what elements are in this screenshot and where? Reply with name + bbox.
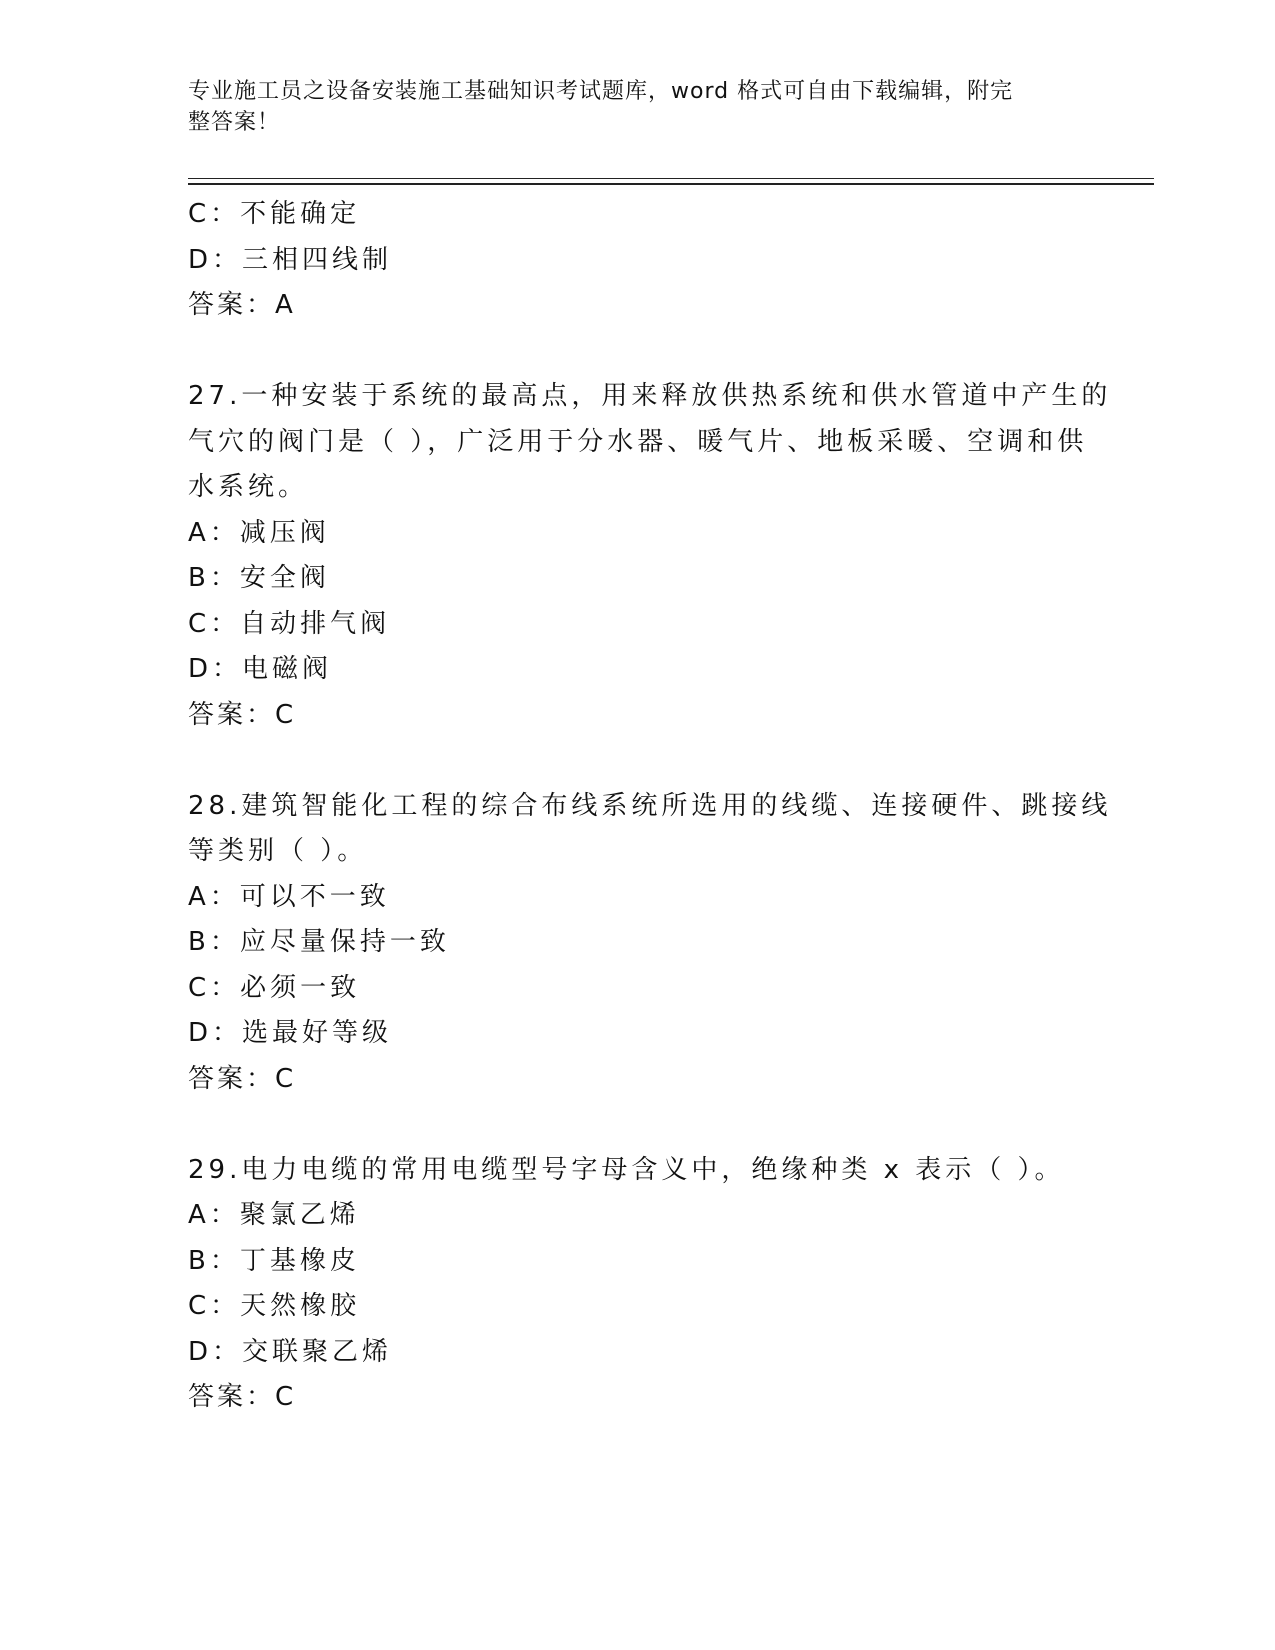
option-a: A：可以不一致	[188, 881, 390, 912]
header-line-1: 专业施工员之设备安装施工基础知识考试题库，word 格式可自由下载编辑，附完	[188, 79, 1014, 104]
document-header	[188, 76, 1068, 138]
option-c: C：必须一致	[188, 972, 361, 1003]
option-c: C：不能确定	[188, 199, 361, 229]
option-b: B：应尽量保持一致	[188, 927, 450, 957]
question-28	[188, 784, 1112, 1103]
option-d: D：交联聚乙烯	[188, 1336, 393, 1367]
answer: 答案：C	[188, 1063, 297, 1094]
option-b: B：丁基橡皮	[188, 1245, 360, 1276]
answer: 答案：A	[188, 290, 296, 320]
option-d: D：电磁阀	[188, 654, 333, 684]
option-c: C：自动排气阀	[188, 608, 391, 639]
header-line-2: 整答案！	[188, 110, 281, 135]
answer: 答案：C	[188, 1382, 297, 1412]
question-text-line: 水系统。	[188, 472, 309, 502]
question-text-line: 28.建筑智能化工程的综合布线系统所选用的线缆、连接硬件、跳接线	[188, 790, 1112, 821]
question-text-line: 27.一种安装于系统的最高点，用来释放供热系统和供水管道中产生的	[188, 381, 1112, 411]
header-rule-thick	[188, 183, 1154, 185]
option-a: A：减压阀	[188, 517, 330, 548]
option-d: D：三相四线制	[188, 244, 393, 275]
option-c: C：天然橡胶	[188, 1291, 361, 1321]
answer: 答案：C	[188, 699, 297, 730]
spacer	[188, 1102, 1088, 1148]
question-list	[188, 192, 1112, 1421]
prev-question-block	[188, 192, 1088, 329]
question-text-line: 等类别（ ）。	[188, 836, 368, 866]
spacer	[188, 738, 1088, 784]
header-rule-thin	[188, 178, 1154, 179]
option-a: A：聚氯乙烯	[188, 1200, 360, 1230]
question-text-line: 29.电力电缆的常用电缆型号字母含义中，绝缘种类 x 表示（ ）。	[188, 1154, 1065, 1185]
question-29	[188, 1148, 1088, 1421]
question-text-line: 气穴的阀门是（ ），广泛用于分水器、暖气片、地板采暖、空调和供	[188, 426, 1088, 457]
option-d: D：选最好等级	[188, 1018, 393, 1048]
question-27	[188, 374, 1112, 738]
spacer	[188, 329, 1088, 375]
option-b: B：安全阀	[188, 563, 330, 593]
